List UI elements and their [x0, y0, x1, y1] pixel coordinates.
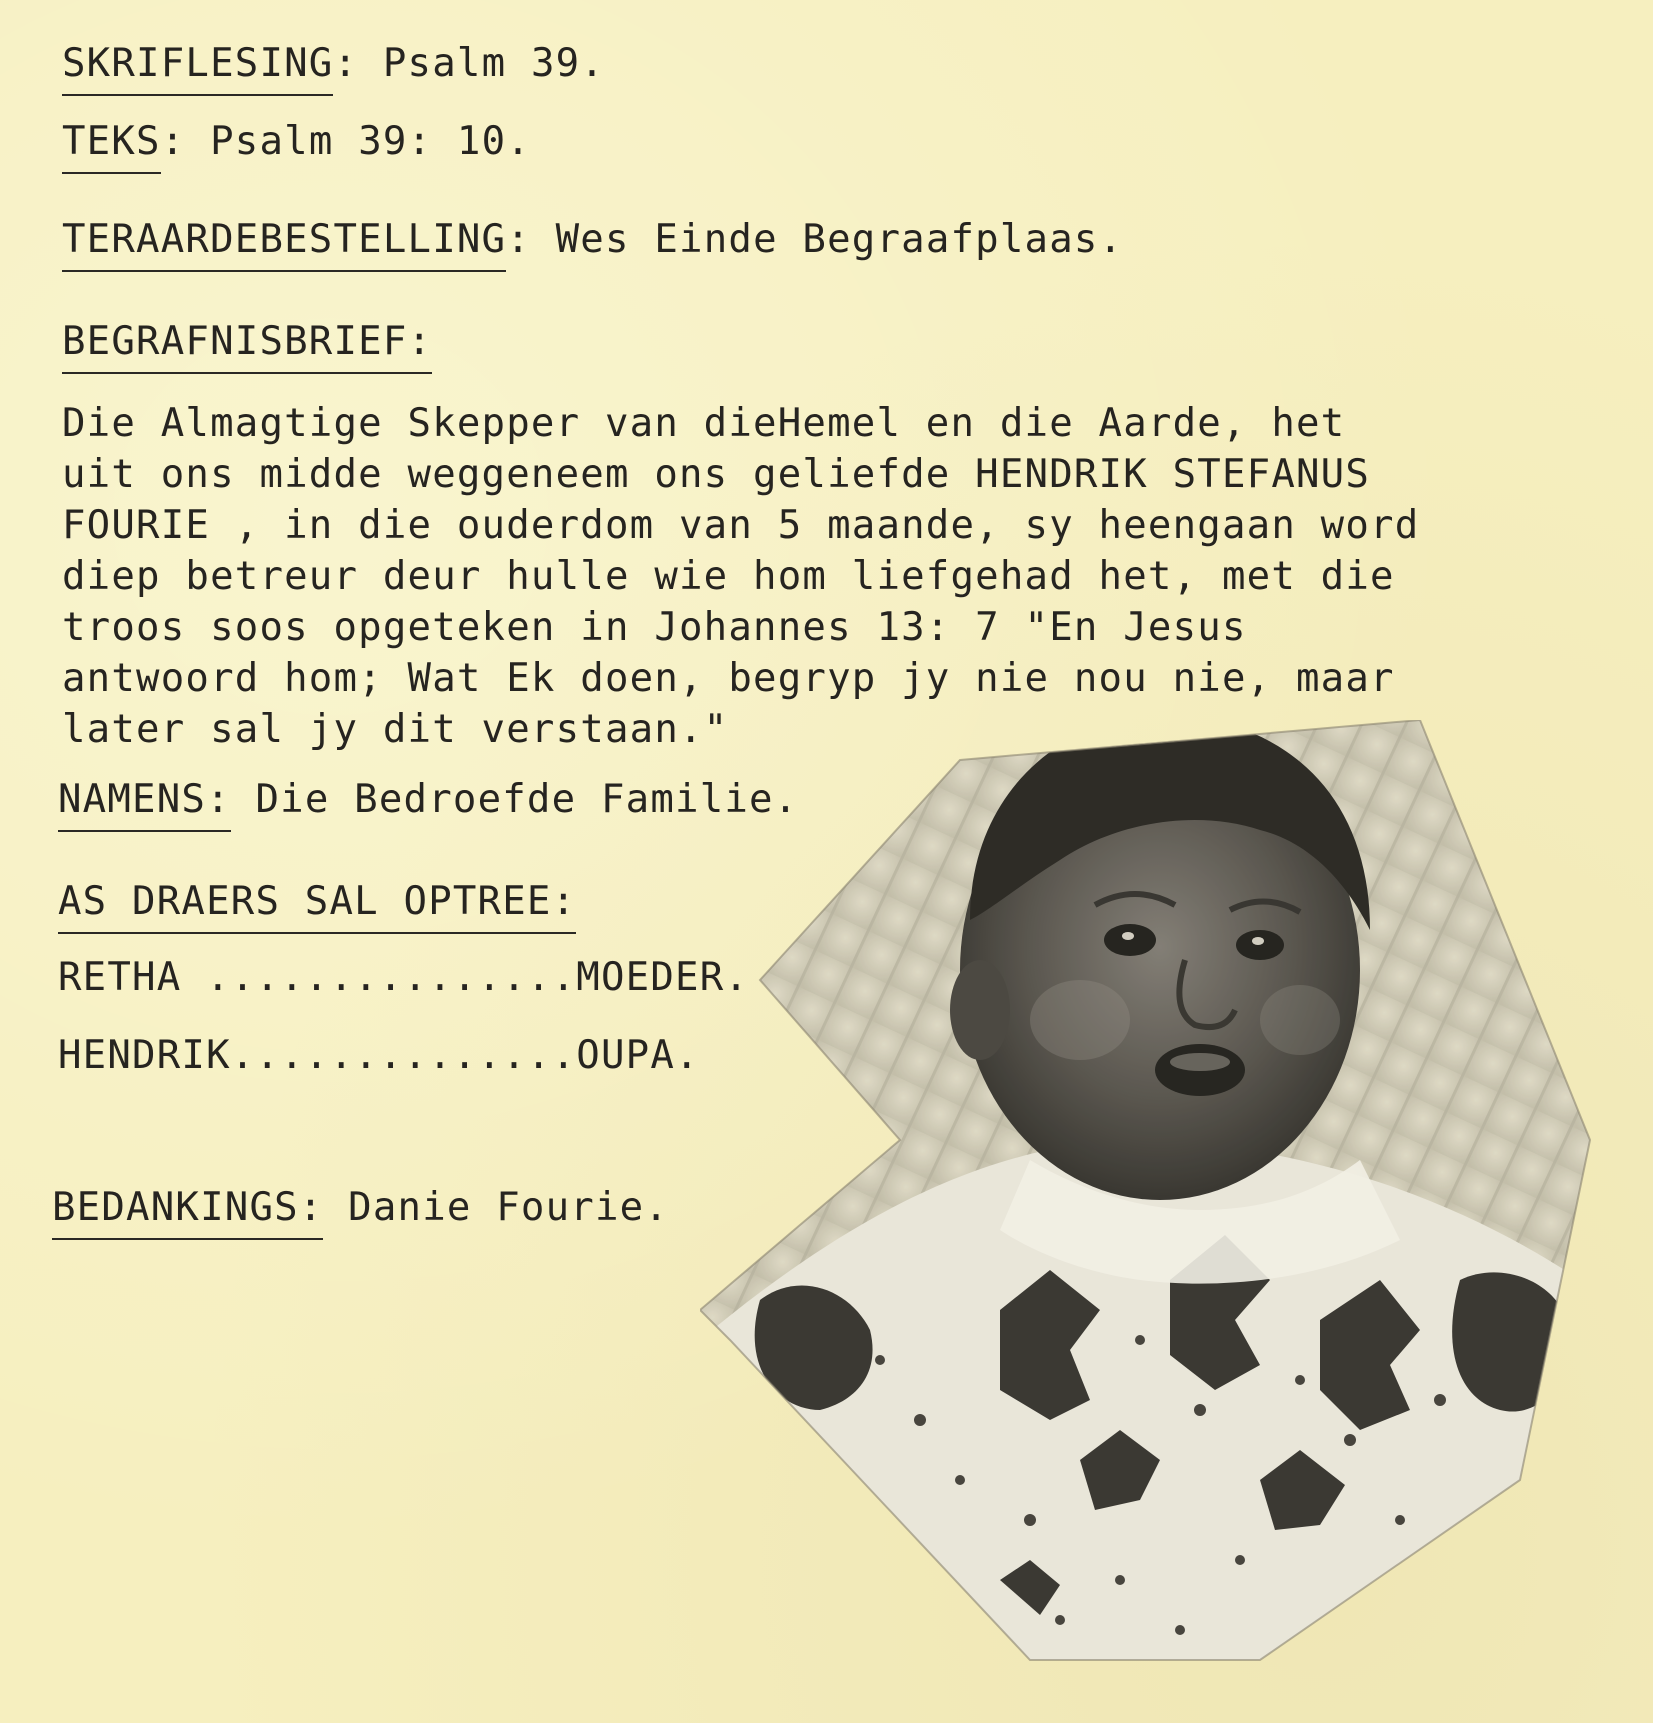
teraardebestelling-value: Wes Einde Begraafplaas. — [555, 217, 1124, 262]
draer-name: HENDRIK — [58, 1033, 231, 1078]
namens-label: NAMENS: — [58, 777, 231, 832]
letter-line: Die Almagtige Skepper van dieHemel en die Aarde, het — [62, 401, 1346, 446]
draers-line — [58, 879, 577, 924]
teraardebestelling-line — [62, 217, 1124, 262]
begrafnisbrief-line — [62, 319, 433, 364]
baby-photo-image — [700, 720, 1620, 1680]
draer-row — [58, 955, 750, 1000]
draer-dots: .............. — [230, 1033, 577, 1078]
letter-line: later sal jy dit verstaan." — [62, 707, 729, 752]
begrafnisbrief-text — [62, 398, 1419, 755]
begrafnisbrief-label: BEGRAFNISBRIEF: — [62, 319, 432, 374]
teks-line — [62, 119, 531, 164]
draer-row — [58, 1033, 700, 1078]
teks-label: TEKS — [62, 119, 161, 174]
bedankings-line — [52, 1185, 670, 1230]
draer-role: MOEDER. — [576, 955, 750, 1000]
teraardebestelling-colon: : — [506, 217, 556, 262]
letter-line: troos soos opgeteken in Johannes 13: 7 "En Jesus — [62, 605, 1247, 650]
bedankings-value: Danie Fourie. — [348, 1185, 670, 1230]
namens-value: Die Bedroefde Familie. — [255, 777, 799, 822]
bedankings-label: BEDANKINGS: — [52, 1185, 323, 1240]
letter-line: uit ons midde weggeneem ons geliefde HENDRIK STEFANUS — [62, 452, 1371, 497]
teks-colon: : — [160, 119, 211, 164]
teks-value: Psalm 39: 10. — [210, 119, 531, 164]
letter-line: FOURIE , in die ouderdom van 5 maande, sy heengaan word — [62, 503, 1420, 548]
teraardebestelling-label: TERAARDEBESTELLING — [62, 217, 506, 272]
draer-role: OUPA. — [576, 1033, 700, 1078]
namens-line — [58, 777, 799, 822]
baby-photo — [700, 720, 1620, 1680]
draers-label: AS DRAERS SAL OPTREE: — [58, 879, 576, 934]
skriflesing-line — [62, 41, 605, 86]
letter-line: antwoord hom; Wat Ek doen, begryp jy nie nou nie, maar — [62, 656, 1395, 701]
skriflesing-value: Psalm 39. — [382, 41, 605, 86]
draer-name: RETHA — [58, 955, 182, 1000]
skriflesing-colon: : — [333, 41, 383, 86]
letter-line: diep betreur deur hulle wie hom liefgehad het, met die — [62, 554, 1395, 599]
skriflesing-label: SKRIFLESING — [62, 41, 333, 96]
draer-dots: ............... — [181, 955, 577, 1000]
